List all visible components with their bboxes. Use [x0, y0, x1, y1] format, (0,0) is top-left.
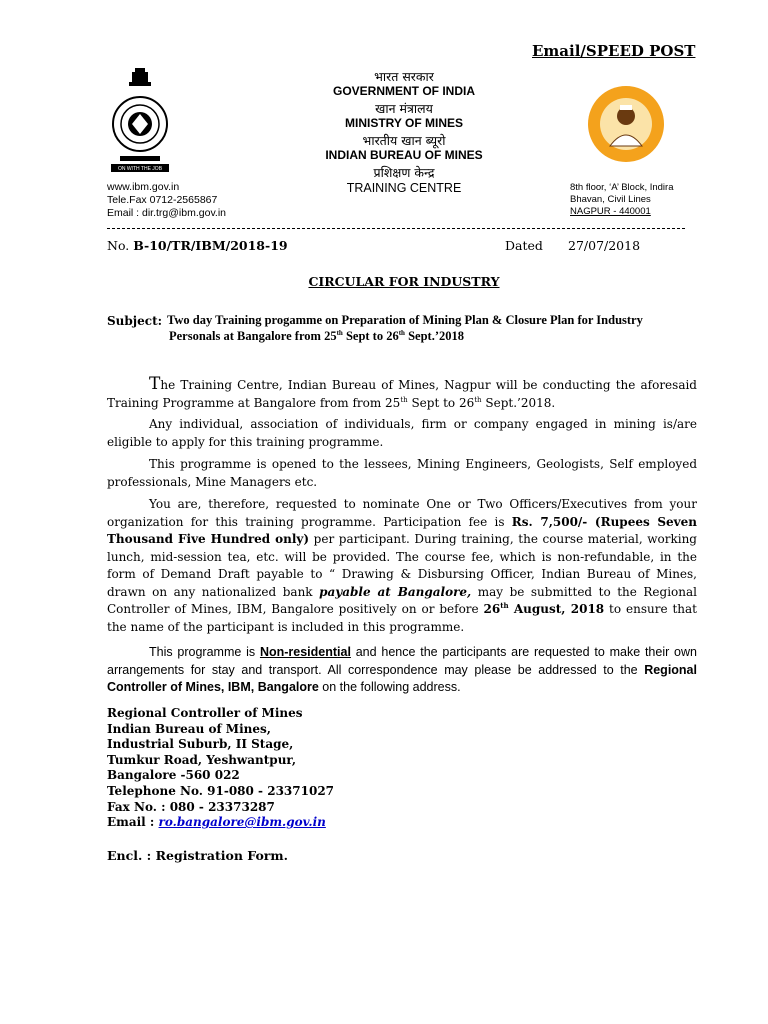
telefax: Tele.Fax 0712-2565867 — [107, 194, 218, 206]
paragraph-audience: This programme is opened to the lessees, Mining Engineers, Geologists, Self employed professionals, Mine Managers etc. — [107, 457, 697, 489]
address-line: Bangalore -560 022 — [107, 768, 240, 783]
address-line: Tumkur Road, Yeshwantpur, — [107, 752, 297, 767]
rcm-email-link[interactable]: ro.bangalore@ibm.gov.in — [158, 815, 326, 830]
paragraph-nomination: You are, therefore, requested to nominate One or Two Officers/Executives from your organization for this training programme. Participation fee is Rs. 7,500/- (Rupees Seven Thousand Five Hundred only) per participant. During training, the course material, working lunch, mid-session tea, etc. will be provided. The course fee, which is non-refundable, in the form of Demand Draft payable to “ Drawing & Disbursing Officer, Indian Bureau of Mines, drawn on any nationalized bank payable at Bangalore, may be submitted to the Regional Controller of Mines, IBM, Bangalore positively on or before 26th August, 2018 to ensure that the name of the participant is included in this programme. — [107, 497, 698, 634]
portrait-seal-logo — [586, 80, 666, 180]
circular-title: CIRCULAR FOR INDUSTRY — [308, 274, 500, 289]
address-line-2: Bhavan, Civil Lines — [570, 194, 651, 205]
header-divider — [107, 228, 685, 231]
hindi-govt: भारत सरकार — [374, 69, 434, 84]
govt-of-india: GOVERNMENT OF INDIA — [332, 84, 475, 98]
enclosure-note: Encl. : Registration Form. — [107, 848, 288, 863]
ref-prefix: No. — [107, 238, 134, 253]
rcm-address — [107, 706, 334, 831]
address-line-1: 8th floor, ‘A’ Block, Indira — [570, 182, 674, 193]
emblem-motto: ON WITH THE JOB — [117, 166, 163, 172]
ministry-of-mines: MINISTRY OF MINES — [344, 116, 463, 130]
fax-line: Fax No. : 080 - 23373287 — [107, 799, 275, 814]
indian-bureau-of-mines: INDIAN BUREAU OF MINES — [325, 148, 483, 162]
ibm-emblem-logo — [108, 68, 172, 176]
paragraph-intro: The Training Centre, Indian Bureau of Mines, Nagpur will be conducting the aforesaid Training Programme at Bangalore from from 25th Sept to 26th Sept.’2018. — [107, 374, 697, 410]
address-line: Regional Controller of Mines — [107, 706, 303, 720]
reference-number — [107, 238, 288, 253]
paragraph-eligibility: Any individual, association of individuals, firm or company engaged in mining is/are eligible to apply for this training programme. — [107, 417, 697, 449]
ref-value: B-10/TR/IBM/2018-19 — [133, 238, 288, 253]
paragraph-residential: This programme is Non-residential and hence the participants are requested to make their own arrangements for stay and transport. All correspondence may please be addressed to the Regional Controller of Mines, IBM, Bangalore on the following address. — [107, 645, 697, 694]
address-line: Industrial Suburb, II Stage, — [107, 737, 294, 752]
website-link[interactable]: www.ibm.gov.in — [107, 181, 180, 193]
subject-label: Subject: — [107, 314, 163, 328]
dated-label: Dated — [505, 238, 543, 253]
email-line: Email : ro.bangalore@ibm.gov.in — [107, 815, 326, 830]
centre-email[interactable]: Email : dir.trg@ibm.gov.in — [107, 207, 227, 219]
address-line: Indian Bureau of Mines, — [107, 721, 271, 736]
hindi-bureau: भारतीय खान ब्यूरो — [362, 133, 446, 148]
hindi-training-centre: प्रशिक्षण केन्द्र — [373, 165, 435, 180]
dated-value: 27/07/2018 — [568, 238, 641, 253]
subject-line-1: Two day Training progamme on Preparation of Mining Plan & Closure Plan for Industry — [167, 313, 643, 327]
address-line-3: NAGPUR - 440001 — [570, 206, 651, 217]
telephone-line: Telephone No. 91-080 - 23371027 — [107, 783, 335, 798]
subject-line-2: Personals at Bangalore from 25th Sept to 26th Sept.’2018 — [169, 329, 464, 343]
training-centre: TRAINING CENTRE — [346, 181, 462, 195]
dispatch-mode: Email/SPEED POST — [532, 42, 696, 60]
hindi-ministry: खान मंत्रालय — [375, 101, 433, 116]
